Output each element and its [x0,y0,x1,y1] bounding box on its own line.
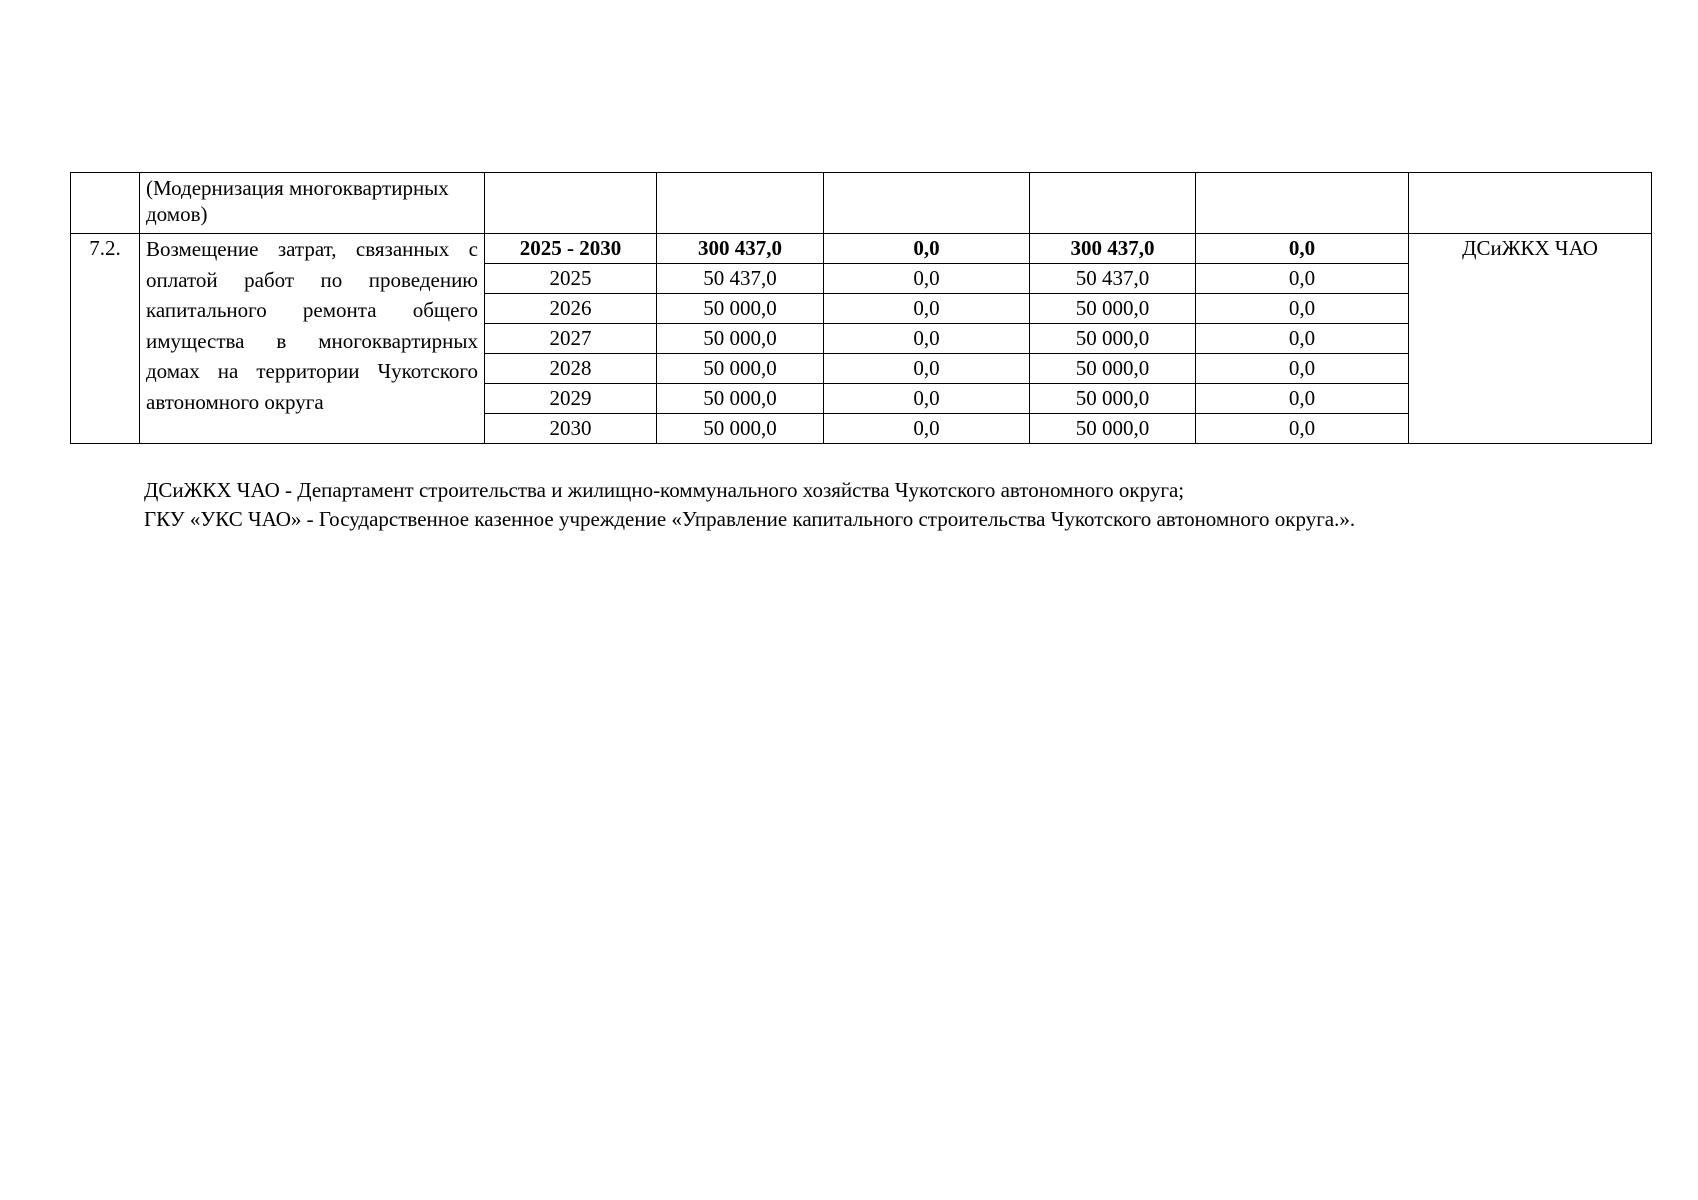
amount-cell: 0,0 [824,414,1030,444]
period-cell: 2030 [485,414,657,444]
item-description-cell: (Модернизация многоквартирных домов) [140,173,485,234]
footnote: ДСиЖКХ ЧАО - Департамент строительства и жилищно-коммунального хозяйства Чукотского автономного округа; [144,478,1185,502]
amount-cell: 0,0 [824,264,1030,294]
amount-cell: 50 000,0 [657,324,824,354]
footnotes [144,476,1355,534]
empty-cell [1030,173,1196,234]
amount-cell: 0,0 [1196,324,1409,354]
empty-cell [1196,173,1409,234]
amount-cell: 50 000,0 [1030,354,1196,384]
amount-cell: 50 437,0 [657,264,824,294]
period-cell: 2029 [485,384,657,414]
item-number-cell [71,173,140,234]
item-number-cell: 7.2. [71,234,140,444]
period-cell: 2027 [485,324,657,354]
amount-cell: 0,0 [1196,294,1409,324]
period-cell: 2025 [485,264,657,294]
amount-cell: 50 000,0 [657,294,824,324]
amount-cell: 300 437,0 [657,234,824,264]
executor-cell: ДСиЖКХ ЧАО [1409,234,1652,444]
period-cell: 2025 - 2030 [485,234,657,264]
amount-cell: 50 437,0 [1030,264,1196,294]
amount-cell: 50 000,0 [1030,384,1196,414]
empty-cell [485,173,657,234]
amount-cell: 0,0 [824,294,1030,324]
amount-cell: 0,0 [1196,414,1409,444]
amount-cell: 0,0 [824,324,1030,354]
program-table [70,172,1652,444]
footnote: ГКУ «УКС ЧАО» - Государственное казенное учреждение «Управление капитального строительства Чукотского автономного округа.». [144,507,1356,531]
table-row-total [71,234,1652,264]
amount-cell: 50 000,0 [657,354,824,384]
amount-cell: 0,0 [1196,234,1409,264]
period-cell: 2026 [485,294,657,324]
empty-cell [824,173,1030,234]
amount-cell: 0,0 [824,384,1030,414]
item-description-cell: Возмещение затрат, связанных с оплатой работ по проведению капитального ремонта общего имущества в многоквартирных домах на территории Чукотского автономного округа [140,234,485,444]
amount-cell: 50 000,0 [657,414,824,444]
amount-cell: 0,0 [1196,354,1409,384]
amount-cell: 0,0 [1196,264,1409,294]
empty-cell [657,173,824,234]
amount-cell: 50 000,0 [1030,324,1196,354]
executor-cell [1409,173,1652,234]
amount-cell: 0,0 [1196,384,1409,414]
table-row-continuation [71,173,1652,234]
amount-cell: 50 000,0 [657,384,824,414]
amount-cell: 50 000,0 [1030,414,1196,444]
amount-cell: 50 000,0 [1030,294,1196,324]
period-cell: 2028 [485,354,657,384]
amount-cell: 0,0 [824,354,1030,384]
amount-cell: 0,0 [824,234,1030,264]
amount-cell: 300 437,0 [1030,234,1196,264]
